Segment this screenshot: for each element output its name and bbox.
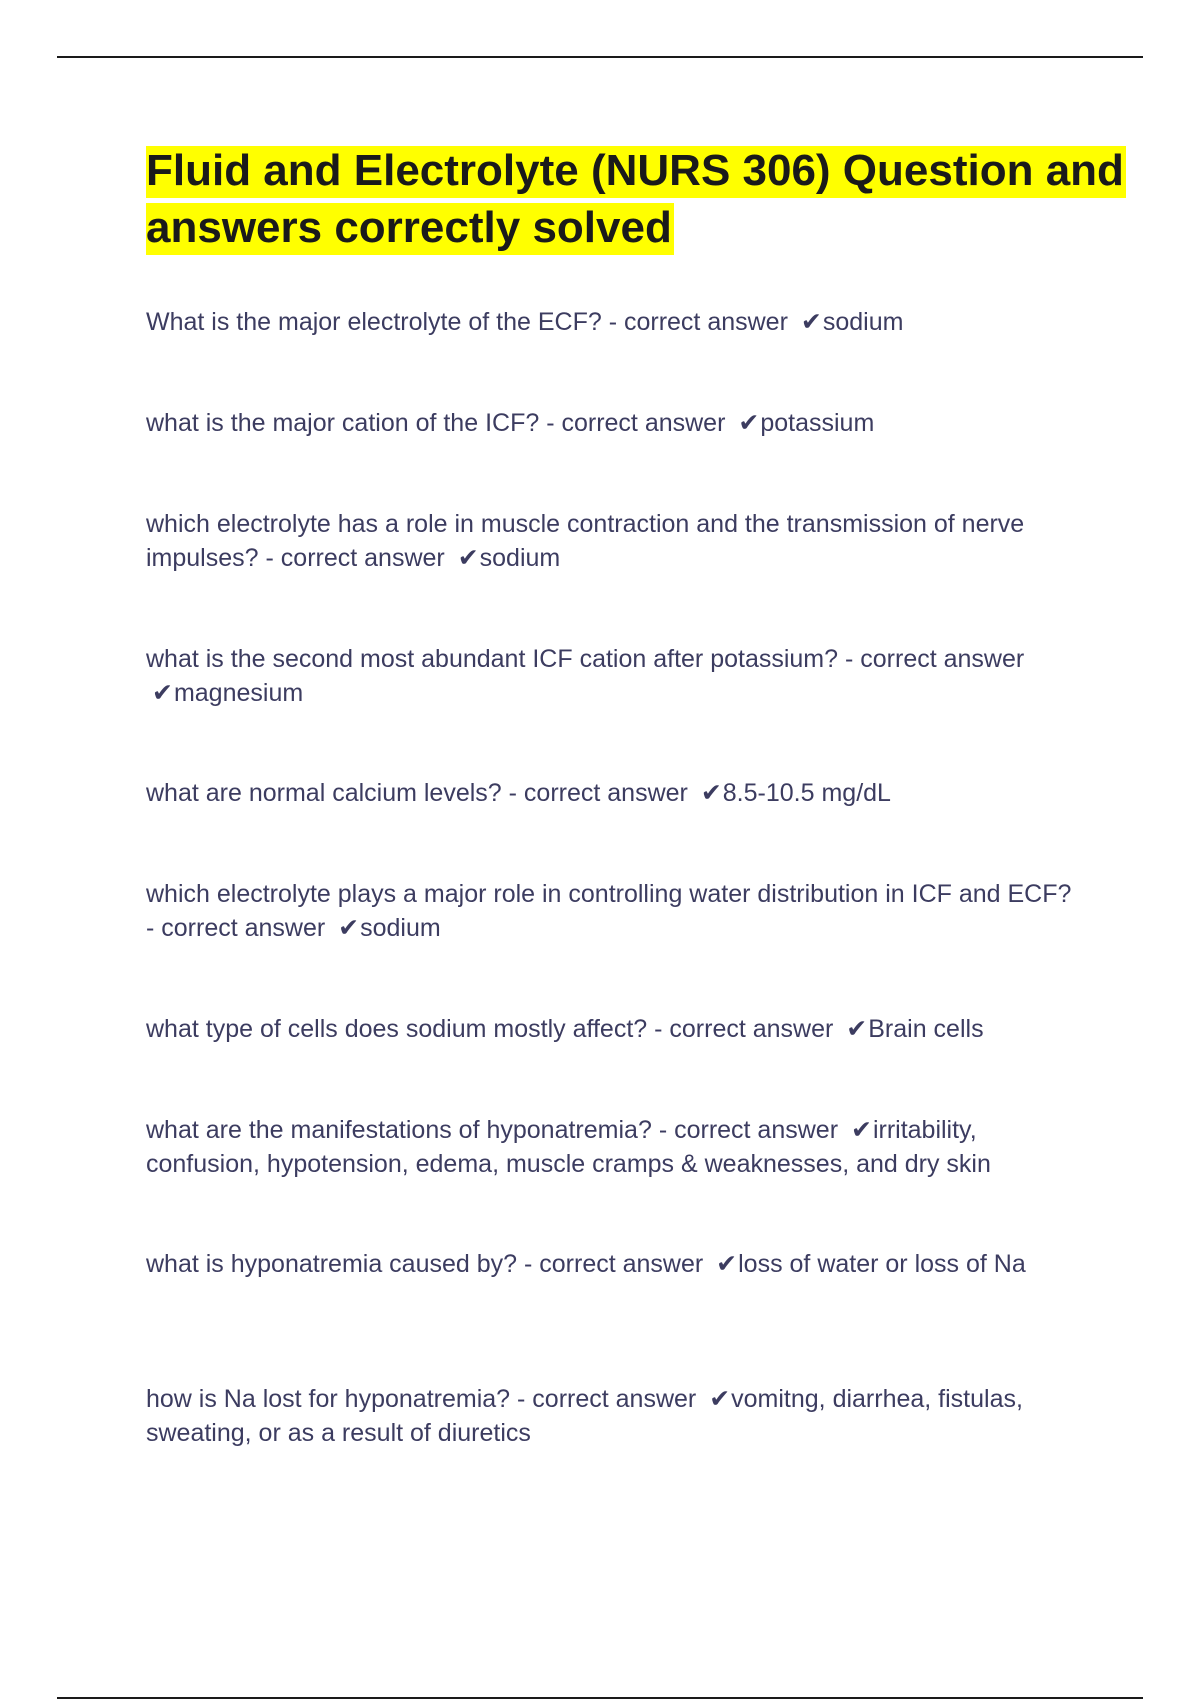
question-text: what is hyponatremia caused by? bbox=[146, 1250, 518, 1278]
question-text: what is the major cation of the ICF? bbox=[146, 409, 540, 437]
answer-marker: - correct answer bbox=[546, 409, 726, 437]
check-icon: ✔ bbox=[152, 679, 173, 707]
answer-marker: - correct answer bbox=[658, 1116, 839, 1144]
qa-item-5 bbox=[146, 776, 1086, 810]
qa-item-6 bbox=[146, 877, 1086, 945]
question-text: What is the major electrolyte of the ECF? bbox=[146, 308, 602, 336]
question-text: how is Na lost for hyponatremia? bbox=[146, 1385, 511, 1413]
question-text: what are the manifestations of hyponatremia? bbox=[146, 1116, 652, 1144]
qa-item-10 bbox=[146, 1382, 1086, 1450]
answer-marker: - correct answer bbox=[845, 645, 1025, 673]
answer-text: 8.5-10.5 mg/dL bbox=[722, 779, 891, 807]
answer-marker: - correct answer bbox=[608, 308, 788, 336]
check-icon: ✔ bbox=[800, 308, 822, 336]
answer-text: potassium bbox=[760, 409, 875, 437]
check-icon: ✔ bbox=[850, 1116, 872, 1144]
check-icon: ✔ bbox=[338, 914, 360, 942]
check-icon: ✔ bbox=[457, 544, 479, 572]
answer-marker: - correct answer bbox=[146, 914, 326, 942]
answer-marker: - correct answer bbox=[508, 779, 688, 807]
document-title bbox=[146, 142, 1126, 256]
question-text: which electrolyte plays a major role in controlling water distribution in ICF and ECF? bbox=[146, 880, 1072, 908]
answer-text: vomitng, diarrhea, fistulas, sweating, or as a result of diuretics bbox=[146, 1385, 1023, 1447]
header-rule bbox=[57, 56, 1143, 58]
check-icon: ✔ bbox=[846, 1015, 868, 1043]
qa-item-8 bbox=[146, 1113, 1086, 1181]
question-text: which electrolyte has a role in muscle contraction and the transmission of nerve impulses? bbox=[146, 510, 1025, 572]
qa-item-7 bbox=[146, 1012, 1086, 1046]
answer-text: sodium bbox=[360, 914, 441, 942]
answer-text: sodium bbox=[822, 308, 904, 336]
check-icon: ✔ bbox=[700, 779, 722, 807]
question-text: what type of cells does sodium mostly affect? bbox=[146, 1015, 648, 1043]
answer-marker: - correct answer bbox=[654, 1015, 834, 1043]
question-text: what is the second most abundant ICF cation after potassium? bbox=[146, 645, 839, 673]
answer-text: Brain cells bbox=[868, 1015, 984, 1043]
answer-text: loss of water or loss of Na bbox=[738, 1250, 1026, 1278]
check-icon: ✔ bbox=[709, 1385, 731, 1413]
question-text: what are normal calcium levels? bbox=[146, 779, 502, 807]
answer-marker: - correct answer bbox=[524, 1250, 704, 1278]
footer-rule bbox=[57, 1697, 1143, 1699]
answer-marker: - correct answer bbox=[265, 544, 445, 572]
check-icon: ✔ bbox=[738, 409, 760, 437]
answer-marker: - correct answer bbox=[517, 1385, 697, 1413]
qa-item-1 bbox=[146, 305, 1086, 339]
qa-item-3 bbox=[146, 507, 1086, 575]
answer-text: magnesium bbox=[173, 679, 304, 707]
check-icon: ✔ bbox=[716, 1250, 738, 1278]
answer-text: irritability, confusion, hypotension, edema, muscle cramps & weaknesses, and dry skin bbox=[146, 1116, 991, 1178]
document-title-text: Fluid and Electrolyte (NURS 306) Question and answers correctly solved bbox=[146, 146, 1126, 255]
answer-text: sodium bbox=[479, 544, 561, 572]
qa-item-4 bbox=[146, 642, 1086, 710]
qa-item-2 bbox=[146, 406, 1086, 440]
qa-item-9 bbox=[146, 1247, 1086, 1281]
